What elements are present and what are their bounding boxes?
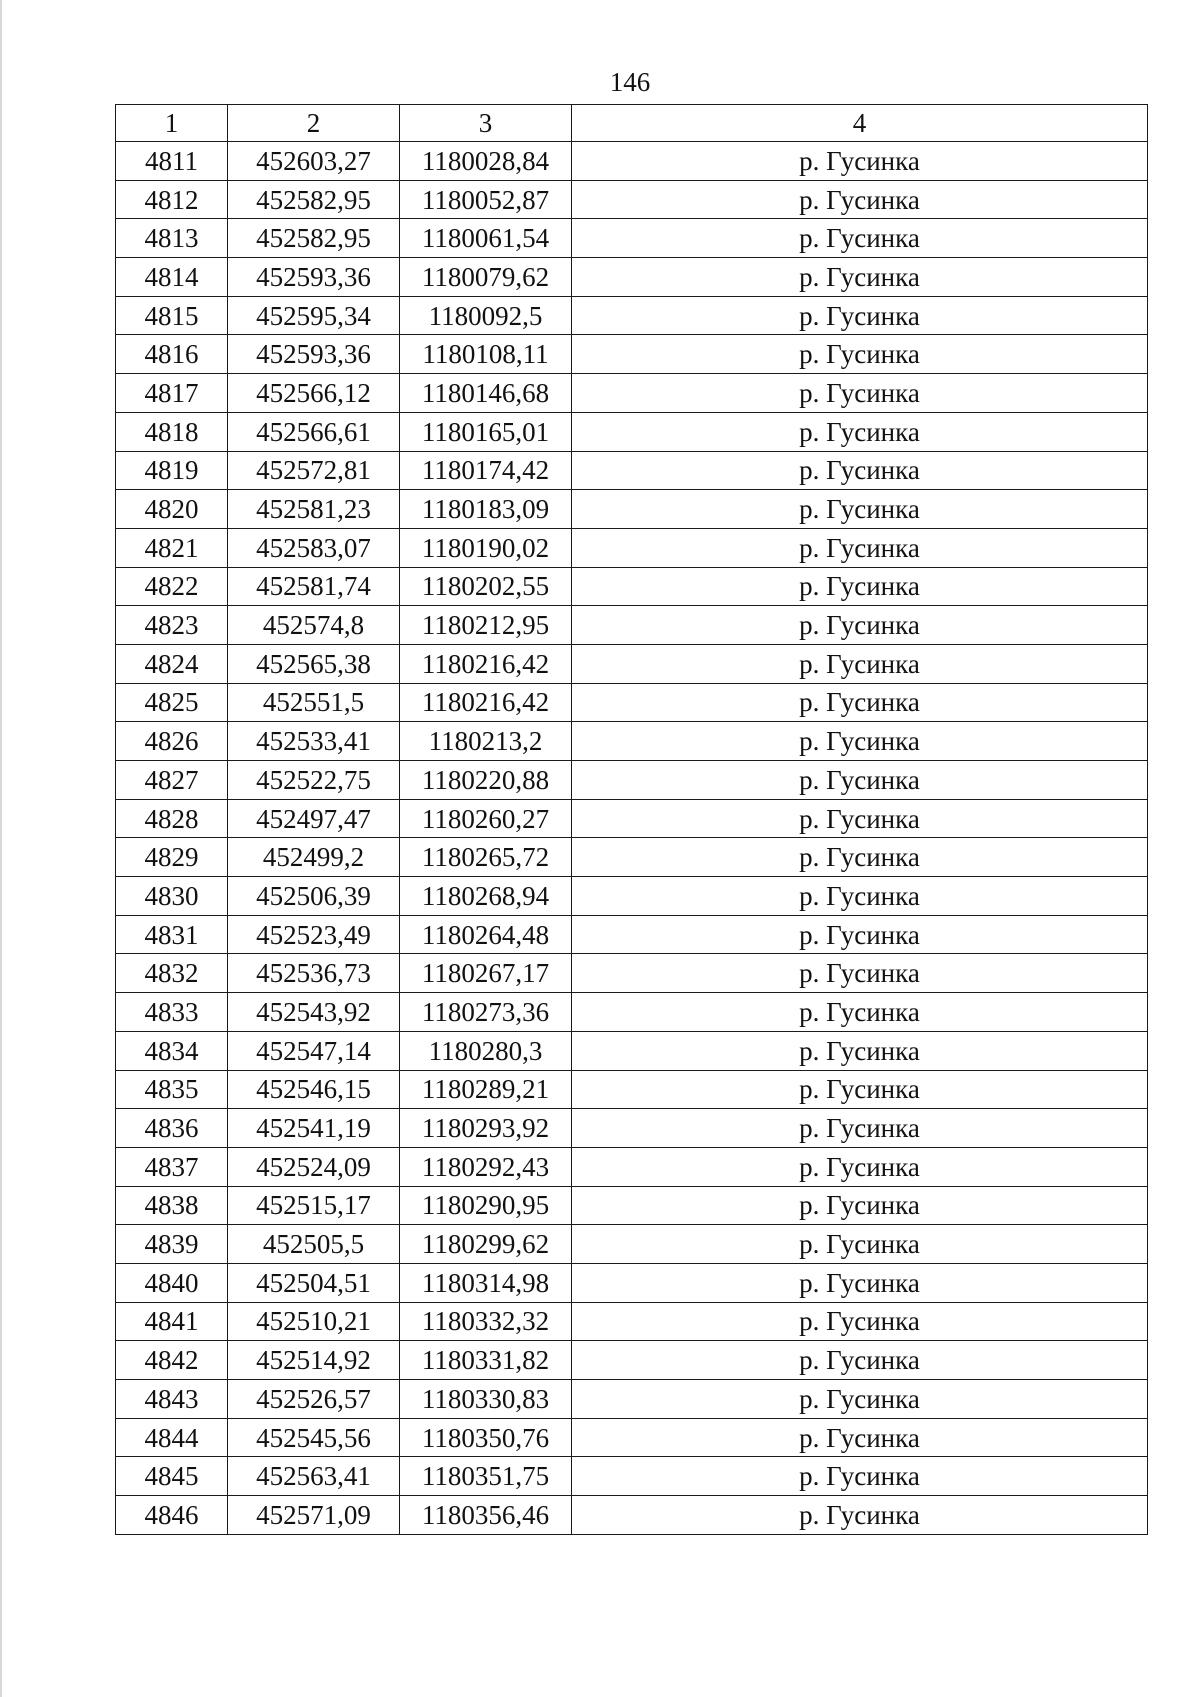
table-row (116, 1070, 1148, 1109)
point-number-cell: 4834 (116, 1031, 228, 1070)
table-row (116, 761, 1148, 800)
location-cell: р. Гусинка (572, 335, 1148, 374)
location-cell: р. Гусинка (572, 1225, 1148, 1264)
point-number-cell: 4815 (116, 296, 228, 335)
y-coordinate-cell: 1180314,98 (400, 1263, 572, 1302)
point-number-cell: 4844 (116, 1418, 228, 1457)
point-number-cell: 4818 (116, 412, 228, 451)
y-coordinate-cell: 1180174,42 (400, 451, 572, 490)
table-row (116, 1225, 1148, 1264)
point-number-cell: 4830 (116, 877, 228, 916)
x-coordinate-cell: 452581,74 (228, 567, 400, 606)
point-number-cell: 4820 (116, 490, 228, 529)
page-number: 146 (609, 67, 651, 97)
x-coordinate-cell: 452523,49 (228, 915, 400, 954)
y-coordinate-cell: 1180146,68 (400, 374, 572, 413)
location-cell: р. Гусинка (572, 1457, 1148, 1496)
point-number-cell: 4813 (116, 219, 228, 258)
table-row (116, 838, 1148, 877)
table-row (116, 1341, 1148, 1380)
y-coordinate-cell: 1180289,21 (400, 1070, 572, 1109)
location-cell: р. Гусинка (572, 993, 1148, 1032)
x-coordinate-cell: 452593,36 (228, 258, 400, 297)
point-number-cell: 4814 (116, 258, 228, 297)
y-coordinate-cell: 1180212,95 (400, 606, 572, 645)
x-coordinate-cell: 452497,47 (228, 799, 400, 838)
x-coordinate-cell: 452595,34 (228, 296, 400, 335)
table-row (116, 335, 1148, 374)
location-cell: р. Гусинка (572, 1496, 1148, 1535)
table-row (116, 606, 1148, 645)
point-number-cell: 4831 (116, 915, 228, 954)
location-cell: р. Гусинка (572, 1147, 1148, 1186)
x-coordinate-cell: 452526,57 (228, 1380, 400, 1419)
point-number-cell: 4812 (116, 180, 228, 219)
location-cell: р. Гусинка (572, 915, 1148, 954)
location-cell: р. Гусинка (572, 761, 1148, 800)
x-coordinate-cell: 452543,92 (228, 993, 400, 1032)
location-cell: р. Гусинка (572, 219, 1148, 258)
y-coordinate-cell: 1180213,2 (400, 722, 572, 761)
location-cell: р. Гусинка (572, 1263, 1148, 1302)
point-number-cell: 4816 (116, 335, 228, 374)
location-cell: р. Гусинка (572, 1109, 1148, 1148)
y-coordinate-cell: 1180079,62 (400, 258, 572, 297)
x-coordinate-cell: 452515,17 (228, 1186, 400, 1225)
table-row (116, 915, 1148, 954)
table-row (116, 1380, 1148, 1419)
x-coordinate-cell: 452582,95 (228, 180, 400, 219)
y-coordinate-cell: 1180264,48 (400, 915, 572, 954)
table-row (116, 1496, 1148, 1535)
x-coordinate-cell: 452499,2 (228, 838, 400, 877)
location-cell: р. Гусинка (572, 1031, 1148, 1070)
point-number-cell: 4845 (116, 1457, 228, 1496)
table-row (116, 683, 1148, 722)
point-number-cell: 4819 (116, 451, 228, 490)
x-coordinate-cell: 452581,23 (228, 490, 400, 529)
y-coordinate-cell: 1180216,42 (400, 644, 572, 683)
table-row (116, 644, 1148, 683)
column-header-1: 1 (116, 105, 228, 142)
table-row (116, 954, 1148, 993)
table-body (116, 142, 1148, 1535)
y-coordinate-cell: 1180350,76 (400, 1418, 572, 1457)
x-coordinate-cell: 452533,41 (228, 722, 400, 761)
table-row (116, 258, 1148, 297)
point-number-cell: 4840 (116, 1263, 228, 1302)
location-cell: р. Гусинка (572, 799, 1148, 838)
x-coordinate-cell: 452547,14 (228, 1031, 400, 1070)
x-coordinate-cell: 452514,92 (228, 1341, 400, 1380)
table-row (116, 1109, 1148, 1148)
location-cell: р. Гусинка (572, 258, 1148, 297)
x-coordinate-cell: 452572,81 (228, 451, 400, 490)
point-number-cell: 4824 (116, 644, 228, 683)
point-number-cell: 4846 (116, 1496, 228, 1535)
table-row (116, 1186, 1148, 1225)
y-coordinate-cell: 1180165,01 (400, 412, 572, 451)
location-cell: р. Гусинка (572, 877, 1148, 916)
y-coordinate-cell: 1180332,32 (400, 1302, 572, 1341)
table-row (116, 1418, 1148, 1457)
table-row (116, 1031, 1148, 1070)
y-coordinate-cell: 1180216,42 (400, 683, 572, 722)
point-number-cell: 4817 (116, 374, 228, 413)
y-coordinate-cell: 1180330,83 (400, 1380, 572, 1419)
location-cell: р. Гусинка (572, 644, 1148, 683)
y-coordinate-cell: 1180290,95 (400, 1186, 572, 1225)
point-number-cell: 4843 (116, 1380, 228, 1419)
location-cell: р. Гусинка (572, 1341, 1148, 1380)
y-coordinate-cell: 1180299,62 (400, 1225, 572, 1264)
x-coordinate-cell: 452522,75 (228, 761, 400, 800)
x-coordinate-cell: 452565,38 (228, 644, 400, 683)
x-coordinate-cell: 452506,39 (228, 877, 400, 916)
location-cell: р. Гусинка (572, 838, 1148, 877)
x-coordinate-cell: 452571,09 (228, 1496, 400, 1535)
point-number-cell: 4837 (116, 1147, 228, 1186)
location-cell: р. Гусинка (572, 567, 1148, 606)
location-cell: р. Гусинка (572, 1418, 1148, 1457)
location-cell: р. Гусинка (572, 1302, 1148, 1341)
y-coordinate-cell: 1180293,92 (400, 1109, 572, 1148)
point-number-cell: 4842 (116, 1341, 228, 1380)
point-number-cell: 4829 (116, 838, 228, 877)
table-row (116, 451, 1148, 490)
y-coordinate-cell: 1180190,02 (400, 528, 572, 567)
point-number-cell: 4828 (116, 799, 228, 838)
location-cell: р. Гусинка (572, 412, 1148, 451)
y-coordinate-cell: 1180267,17 (400, 954, 572, 993)
table-row (116, 1457, 1148, 1496)
table-row (116, 1147, 1148, 1186)
column-header-3: 3 (400, 105, 572, 142)
point-number-cell: 4841 (116, 1302, 228, 1341)
x-coordinate-cell: 452566,12 (228, 374, 400, 413)
y-coordinate-cell: 1180260,27 (400, 799, 572, 838)
location-cell: р. Гусинка (572, 180, 1148, 219)
x-coordinate-cell: 452505,5 (228, 1225, 400, 1264)
x-coordinate-cell: 452541,19 (228, 1109, 400, 1148)
location-cell: р. Гусинка (572, 296, 1148, 335)
table-row (116, 180, 1148, 219)
location-cell: р. Гусинка (572, 1380, 1148, 1419)
point-number-cell: 4838 (116, 1186, 228, 1225)
table-row (116, 877, 1148, 916)
x-coordinate-cell: 452583,07 (228, 528, 400, 567)
table-row (116, 722, 1148, 761)
point-number-cell: 4823 (116, 606, 228, 645)
location-cell: р. Гусинка (572, 490, 1148, 529)
x-coordinate-cell: 452546,15 (228, 1070, 400, 1109)
y-coordinate-cell: 1180061,54 (400, 219, 572, 258)
y-coordinate-cell: 1180092,5 (400, 296, 572, 335)
table-row (116, 1263, 1148, 1302)
x-coordinate-cell: 452603,27 (228, 142, 400, 181)
x-coordinate-cell: 452504,51 (228, 1263, 400, 1302)
table-row (116, 219, 1148, 258)
x-coordinate-cell: 452574,8 (228, 606, 400, 645)
location-cell: р. Гусинка (572, 722, 1148, 761)
point-number-cell: 4835 (116, 1070, 228, 1109)
location-cell: р. Гусинка (572, 142, 1148, 181)
x-coordinate-cell: 452551,5 (228, 683, 400, 722)
location-cell: р. Гусинка (572, 374, 1148, 413)
y-coordinate-cell: 1180052,87 (400, 180, 572, 219)
y-coordinate-cell: 1180268,94 (400, 877, 572, 916)
x-coordinate-cell: 452545,56 (228, 1418, 400, 1457)
scan-edge (0, 0, 2, 1697)
x-coordinate-cell: 452593,36 (228, 335, 400, 374)
table-row (116, 412, 1148, 451)
y-coordinate-cell: 1180183,09 (400, 490, 572, 529)
x-coordinate-cell: 452524,09 (228, 1147, 400, 1186)
y-coordinate-cell: 1180356,46 (400, 1496, 572, 1535)
table-row (116, 799, 1148, 838)
point-number-cell: 4822 (116, 567, 228, 606)
point-number-cell: 4833 (116, 993, 228, 1032)
x-coordinate-cell: 452510,21 (228, 1302, 400, 1341)
location-cell: р. Гусинка (572, 528, 1148, 567)
y-coordinate-cell: 1180108,11 (400, 335, 572, 374)
table-row (116, 528, 1148, 567)
table-row (116, 142, 1148, 181)
x-coordinate-cell: 452563,41 (228, 1457, 400, 1496)
y-coordinate-cell: 1180220,88 (400, 761, 572, 800)
y-coordinate-cell: 1180202,55 (400, 567, 572, 606)
x-coordinate-cell: 452582,95 (228, 219, 400, 258)
point-number-cell: 4811 (116, 142, 228, 181)
table-header-row (116, 105, 1148, 142)
x-coordinate-cell: 452536,73 (228, 954, 400, 993)
point-number-cell: 4836 (116, 1109, 228, 1148)
table-row (116, 296, 1148, 335)
point-number-cell: 4825 (116, 683, 228, 722)
location-cell: р. Гусинка (572, 606, 1148, 645)
location-cell: р. Гусинка (572, 954, 1148, 993)
table-row (116, 374, 1148, 413)
point-number-cell: 4827 (116, 761, 228, 800)
y-coordinate-cell: 1180331,82 (400, 1341, 572, 1380)
table-row (116, 567, 1148, 606)
y-coordinate-cell: 1180351,75 (400, 1457, 572, 1496)
y-coordinate-cell: 1180280,3 (400, 1031, 572, 1070)
table-row (116, 1302, 1148, 1341)
column-header-4: 4 (572, 105, 1148, 142)
y-coordinate-cell: 1180265,72 (400, 838, 572, 877)
point-number-cell: 4839 (116, 1225, 228, 1264)
y-coordinate-cell: 1180028,84 (400, 142, 572, 181)
table-row (116, 490, 1148, 529)
location-cell: р. Гусинка (572, 1070, 1148, 1109)
point-number-cell: 4821 (116, 528, 228, 567)
column-header-2: 2 (228, 105, 400, 142)
location-cell: р. Гусинка (572, 451, 1148, 490)
x-coordinate-cell: 452566,61 (228, 412, 400, 451)
y-coordinate-cell: 1180292,43 (400, 1147, 572, 1186)
location-cell: р. Гусинка (572, 683, 1148, 722)
point-number-cell: 4832 (116, 954, 228, 993)
point-number-cell: 4826 (116, 722, 228, 761)
location-cell: р. Гусинка (572, 1186, 1148, 1225)
y-coordinate-cell: 1180273,36 (400, 993, 572, 1032)
table-row (116, 993, 1148, 1032)
coordinates-table (115, 104, 1148, 1535)
